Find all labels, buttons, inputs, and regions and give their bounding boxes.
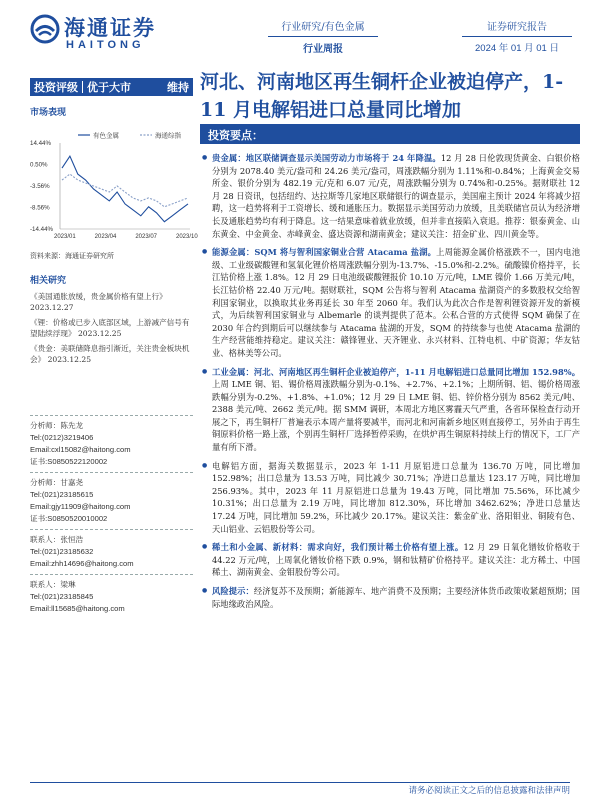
paragraph-industrial-metals bbox=[202, 366, 580, 454]
analyst-cert: 证书:S0850520010002 bbox=[30, 514, 108, 523]
report-doc-block bbox=[462, 18, 572, 54]
report-category-block bbox=[268, 18, 378, 55]
left-sidebar bbox=[30, 100, 198, 619]
analyst-block bbox=[30, 415, 193, 468]
contact-name: 联系人：张恒浩 bbox=[30, 535, 84, 544]
paragraph-heading: 风险提示： bbox=[212, 586, 254, 596]
haitong-logo bbox=[30, 10, 170, 54]
x-tick-label: 2023/10 bbox=[176, 234, 198, 240]
series-line-index bbox=[62, 174, 188, 207]
footer-disclaimer: 请务必阅读正文之后的信息披露和法律声明 bbox=[408, 786, 570, 796]
rating-action: 维持 bbox=[167, 81, 189, 94]
legend-label: 海通综指 bbox=[155, 131, 181, 140]
analyst-tel: Tel:(0212)3219406 bbox=[30, 433, 94, 442]
legend-label: 有色金属 bbox=[93, 131, 119, 140]
paragraph-aluminum bbox=[202, 460, 580, 536]
y-tick-label: -8.56% bbox=[30, 204, 50, 212]
analyst-name: 分析师：陈先龙 bbox=[30, 421, 84, 430]
paragraph-heading: 工业金属：河北、河南地区再生铜杆企业被迫停产，1-11 月电解铝进口总量同比增加 152.98%。 bbox=[212, 366, 580, 377]
report-type: 行业周报 bbox=[303, 44, 343, 55]
paragraph-heading: 能源金属：SQM 将与智利国家铜业合营 Atacama 盐湖。 bbox=[212, 247, 437, 258]
analyst-cert: 证书:S0850522120002 bbox=[30, 457, 108, 466]
page-header bbox=[0, 0, 600, 62]
paragraph-text: 上周 LME 铜、铝、锡价格周涨跌幅分别为-0.1%、+2.7%、+2.1%；上期所铜、铝、锡价格周涨跌幅分别为-0.2%、+1.8%、+1.0%；12 月 29 日 LME 铜、铝、锌价格分别为 8562 美元/吨、2388 美元/吨、2662 美元/吨。据 SMM 调研，本周北方地区雾霾天气严重，各省环保检查行动开展之下，再生铜杆厂普遍表示本周产量将要减半，而河北和河南新乡地区则直接停工，另外由于再生铜原料价格一路上涨，个别再生铜杆厂选择暂停采购，在烘炉再生铜原料持续上行的情况下，工厂产量有所下滑。 bbox=[212, 379, 580, 453]
logo-english-name: HAITONG bbox=[66, 39, 145, 51]
paragraph-heading: 稀土和小金属、新材料：需求向好，我们预计稀土价格有望上涨。 bbox=[212, 542, 464, 553]
related-research bbox=[30, 276, 193, 365]
investment-rating-bar bbox=[30, 78, 193, 96]
analyst-block bbox=[30, 472, 193, 525]
paragraph-text: 12 月 29 日氧化镨钕价格收于 44.22 万元/吨，上周氧化镨钕价格下跌 0.9%，钢和钛精矿价格持平。建议关注：北方稀土、中国稀土、湖南黄金、金钼股份等公司。 bbox=[212, 542, 580, 578]
analyst-email[interactable]: Email:gjy11909@haitong.com bbox=[30, 502, 131, 511]
footer-rule bbox=[30, 782, 570, 783]
contact-tel: Tel:(021)23185632 bbox=[30, 547, 94, 556]
contact-block bbox=[30, 574, 193, 615]
y-tick-label: -14.44% bbox=[30, 226, 54, 233]
related-item[interactable]: 《美国通胀放缓，贵金属价格有望上行》 2023.12.27 bbox=[30, 292, 167, 312]
logo-chinese-name: 海通证券 bbox=[64, 15, 156, 40]
related-item[interactable]: 《贵金：美联储降息指引渐近，关注贵金板块机会》 2023.12.25 bbox=[30, 344, 190, 364]
analyst-name: 分析师：甘嘉尧 bbox=[30, 478, 84, 487]
page-footer bbox=[0, 782, 600, 800]
contact-email[interactable]: Email:ll15685@haitong.com bbox=[30, 604, 125, 613]
paragraph-heading: 贵金属：地区联储调查显示美国劳动力市场将于 24 年降温。 bbox=[212, 153, 441, 163]
doc-type: 证券研究报告 bbox=[462, 18, 572, 37]
x-tick-label: 2023/01 bbox=[54, 234, 76, 240]
market-performance-chart bbox=[30, 129, 198, 247]
paragraph-text: 12 月 28 日伦敦现货黄金、白银价格分别为 2078.40 美元/盎司和 24.26 美元/盎司，周涨跌幅分别为 1.11%和-0.84%；上海黄金交易所金、银价分别为 482.19 元/克和 6.07 元/克，周涨跌幅分别为 0.74%和-0.25%。据财联社 12 月 28 日资讯，包括纽约、达拉斯等几家地区联储银行的调查显示，美国雇主预计 2024 年将减少招聘，这一趋势将利于工资增长、缓和通胀压力。数据显示美国劳动力放缓，且美联储官员认为经济增长及通胀趋势均有利于降息。这一结果意味着就业放缓，但并非直接陷入衰退。推荐：银泰黄金、山东黄金、中金黄金、赤峰黄金、盛达资源和湖南黄金；建议关注：招金矿业、四川黄金等。 bbox=[212, 153, 581, 239]
y-tick-label: 0.50% bbox=[30, 161, 48, 169]
paragraph-text: 经济复苏不及预期；新能源车、地产消费不及预期；主要经济体货币政策收紧超预期；国际地缘政治风险。 bbox=[212, 586, 580, 609]
analyst-email[interactable]: Email:cxl15082@haitong.com bbox=[30, 445, 131, 454]
paragraph-text: 上周能源金属价格涨跌不一，国内电池级、工业级碳酸锂和氢氧化锂价格周涨跌幅分别为-13.7%、-15.0%和-2.2%。硫酸镍价格持平，长江钴价格上涨 1.8%。12 月 29 日电池级碳酸锂报价 10.10 万元/吨，LME 镍价 1.66 万美元/吨，长江钴价格 22.40 万元/吨。据财联社，SQM 公告将与智利 Atacama 盐湖资产的多数股权交给智利国家铜业，以换取其业务再延长 30 年至 2060 年。我们认为此次合作是智利锂资源开发的新模式，为后续智利国家铜业与 Albemarle 的谈判提供了范本。公私合营的方式使得 SQM 确保了在 2030 年合约到期后可以继续参与 Atacama 盐湖的开发，SQM 的持续参与也使 Atacama 盐湖的生产经营能维持稳定。建议关注：赣锋锂业、天齐锂业、永兴材料、江特电机、中矿资源；华友钴业、格林美等公司。 bbox=[212, 247, 580, 358]
haitong-logo-icon bbox=[30, 14, 60, 44]
y-tick-label: -3.56% bbox=[30, 183, 50, 190]
contact-email[interactable]: Email:zhh14696@haitong.com bbox=[30, 559, 134, 568]
analyst-list bbox=[30, 415, 193, 615]
rating-label: 投资评级 bbox=[34, 81, 78, 94]
x-tick-label: 2023/07 bbox=[135, 234, 158, 240]
contact-block bbox=[30, 529, 193, 570]
paragraph-rare-earth bbox=[202, 541, 580, 579]
rating-value: 优于大市 bbox=[87, 81, 131, 94]
x-tick-label: 2023/04 bbox=[94, 234, 117, 240]
y-tick-label: 14.44% bbox=[30, 140, 51, 147]
analyst-tel: Tel:(021)23185615 bbox=[30, 490, 94, 499]
market-performance-label: 市场表现 bbox=[30, 108, 67, 118]
key-points-body bbox=[202, 152, 580, 616]
report-category: 行业研究/有色金属 bbox=[268, 18, 378, 37]
chart-source-note: 资料来源：海通证券研究所 bbox=[30, 252, 114, 260]
series-line-sector bbox=[62, 156, 188, 222]
contact-name: 联系人：梁琳 bbox=[30, 580, 76, 589]
paragraph-text: 电解铝方面，据海关数据显示，2023 年 1-11 月原铝进口总量为 136.70 万吨，同比增加 152.98%；出口总量为 13.53 万吨，同比减少 30.71%；净进口总量达 123.17 万吨，同比增加 256.93%。其中，2023 年 11 月原铝进口总量为 19.43 万吨，同比增加 75.56%，环比减少 10.31%；出口总量为 2.19 万吨，同比增加 812.30%，环比增加 3462.62%；净进口总量达 17.24 万吨，同比增加 59.2%，环比减少 20.17%。建议关注：紫金矿业、洛阳钼业、铜陵有色、天山铝业、云铝股份等公司。 bbox=[212, 460, 580, 534]
contact-tel: Tel:(021)23185845 bbox=[30, 592, 94, 601]
related-research-label: 相关研究 bbox=[30, 276, 67, 286]
paragraph-precious-metals bbox=[202, 152, 580, 240]
related-item[interactable]: 《锂：价格或已步入底部区域，上游减产信号有望陆续浮现》 2023.12.25 bbox=[30, 318, 190, 338]
key-points-header: 投资要点： bbox=[200, 124, 580, 144]
paragraph-energy-metals bbox=[202, 246, 580, 359]
performance-chart-svg bbox=[30, 129, 198, 247]
paragraph-risk bbox=[202, 585, 580, 610]
report-title: 河北、河南地区再生铜杆企业被迫停产，1-11 月电解铝进口总量同比增加 bbox=[200, 71, 564, 121]
report-date: 2024 年 01 月 01 日 bbox=[475, 43, 559, 54]
